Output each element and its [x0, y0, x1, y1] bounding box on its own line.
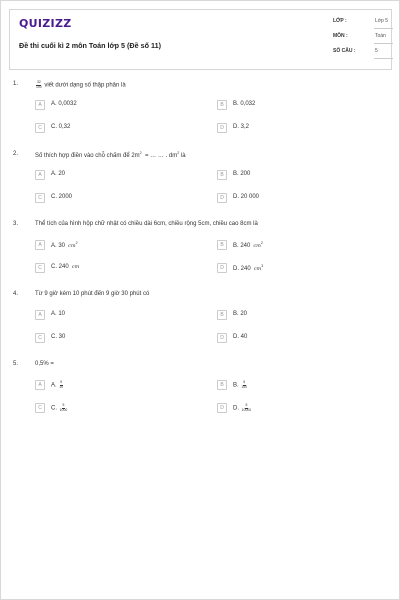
- option-letter-c: C: [35, 263, 45, 273]
- option-letter-c: C: [35, 123, 45, 133]
- option-text: B. 200: [233, 171, 251, 177]
- option-letter-b: B: [217, 380, 227, 390]
- option-letter-d: D: [217, 403, 227, 413]
- option-letter-c: C: [35, 193, 45, 203]
- option-text: C. $\frac{5}{1000}$: [51, 403, 68, 412]
- question-number: 1.: [13, 81, 19, 87]
- meta-subject-label: MÔN :: [333, 33, 348, 39]
- question-number: 2.: [13, 151, 19, 157]
- option-letter-b: B: [217, 310, 227, 320]
- option-text: C. 0,32: [51, 124, 71, 130]
- option-text: D. 40: [233, 334, 248, 340]
- meta-grade: [333, 18, 393, 31]
- option-text: D. 3,2: [233, 124, 250, 130]
- option-text: D. $\frac{5}{10000}$: [233, 403, 252, 412]
- option-text: C. 240 cm: [51, 264, 80, 270]
- option-text: A. 20: [51, 171, 66, 177]
- question-number: 4.: [13, 291, 19, 297]
- worksheet-header: [9, 9, 392, 70]
- meta-count-line: [374, 58, 393, 59]
- question-text: $\frac{32}{100}$ viết dưới dạng số thập phân là: [36, 80, 126, 89]
- option-letter-b: B: [217, 240, 227, 250]
- option-letter-a: A: [35, 310, 45, 320]
- option-letter-a: A: [35, 380, 45, 390]
- option-text: C. 2000: [51, 194, 73, 200]
- question-text: 0,5% =: [35, 361, 54, 367]
- fraction: $\frac{5}{1000}$: [59, 403, 68, 412]
- meta-subject-line: [374, 43, 393, 44]
- question-number: 5.: [13, 361, 19, 367]
- option-letter-b: B: [217, 170, 227, 180]
- fraction: $\frac{5}{10000}$: [241, 403, 252, 412]
- option-letter-a: A: [35, 170, 45, 180]
- option-text: B. 20: [233, 311, 248, 317]
- question-text: Số thích hợp điền vào chỗ chấm để $2m^2$ = … … . $dm^2$ là: [35, 151, 186, 159]
- meta-grade-value: Lớp 5: [375, 18, 389, 24]
- question-text: Từ 9 giờ kém 10 phút đến 9 giờ 30 phút có: [35, 291, 150, 297]
- option-letter-d: D: [217, 193, 227, 203]
- meta-subject: [333, 33, 393, 46]
- quizizz-logo: QUIZIZZ: [19, 17, 72, 30]
- fraction: $\frac{5}{100}$: [241, 380, 248, 389]
- option-text: B. $\frac{5}{100}$: [233, 380, 248, 389]
- question-number: 3.: [13, 221, 19, 227]
- option-text: A. $\frac{5}{10}$: [51, 380, 64, 389]
- meta-subject-value: Toán: [375, 33, 386, 39]
- option-letter-c: C: [35, 403, 45, 413]
- fraction: $\frac{32}{100}$: [36, 80, 42, 89]
- option-text: B. 0,032: [233, 101, 256, 107]
- option-letter-d: D: [217, 263, 227, 273]
- option-text: A. 30 $cm^2$: [51, 241, 78, 249]
- option-text: C. 30: [51, 334, 66, 340]
- option-letter-d: D: [217, 333, 227, 343]
- fraction: $\frac{5}{10}$: [59, 380, 64, 389]
- option-text: A. 0,0032: [51, 101, 77, 107]
- meta-grade-line: [374, 28, 393, 29]
- option-text: A. 10: [51, 311, 66, 317]
- option-text: D. 20 000: [233, 194, 260, 200]
- worksheet-title: Đề thi cuối kì 2 môn Toán lớp 5 (Đề số 11): [19, 41, 161, 50]
- option-text: D. 240 $cm^3$: [233, 264, 264, 272]
- option-text: B. 240 $cm^2$: [233, 241, 263, 249]
- option-letter-a: A: [35, 100, 45, 110]
- meta-grade-label: LỚP :: [333, 18, 347, 24]
- question-text: Thể tích của hình hộp chữ nhật có chiều dài 6cm, chiều rộng 5cm, chiều cao 8cm là: [35, 221, 258, 227]
- option-letter-c: C: [35, 333, 45, 343]
- meta-count-value: 5: [375, 48, 378, 54]
- option-letter-b: B: [217, 100, 227, 110]
- meta-count-label: SỐ CÂU :: [333, 48, 356, 54]
- meta-count: [333, 48, 393, 61]
- option-letter-d: D: [217, 123, 227, 133]
- option-letter-a: A: [35, 240, 45, 250]
